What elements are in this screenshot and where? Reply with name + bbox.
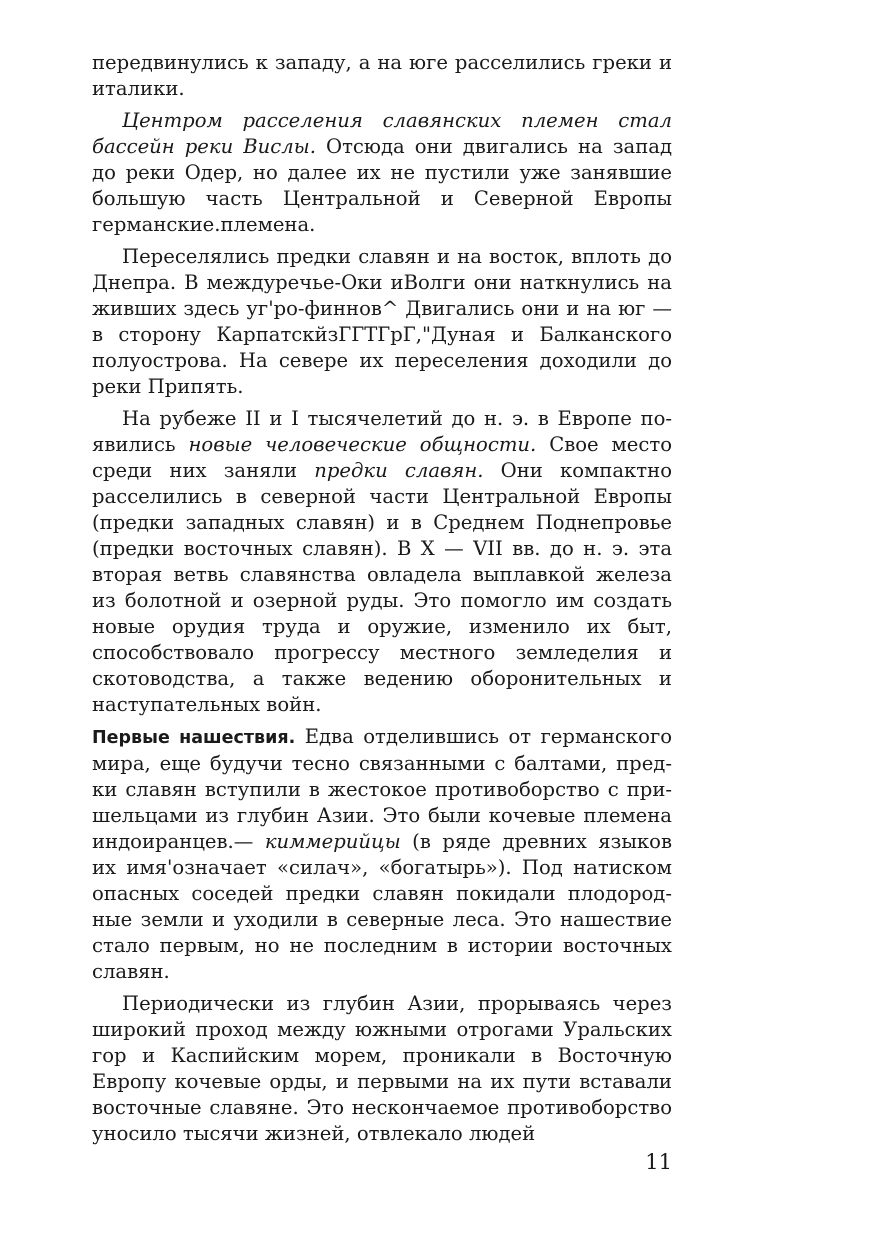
paragraph-2: [92, 108, 672, 238]
paragraph-4-text-c: Они компактно расселились в северной части Центральной Европы (предки западных славян) и в Среднем Поднепровье (предки восточных славян). В X — VII вв. до н. э. эта вторая ветвь славянства овладела выплавкой железа из болотной и озерной руды. Это помогло им создать новые орудия труда и оружие, изменило их быт, способствовало прогрессу местного земледелия и скотоводства, а также ведению оборонительных и наступательных войн.: [92, 459, 672, 716]
paragraph-5-text-b: (в ряде древних языков их имя'означает «силач», «богатырь»). Под натиском опасных соседей предки славян покидали плодородные земли и уходили в северные леса. Это нашествие стало первым, но не последним в истории восточных славян.: [92, 830, 672, 983]
paragraph-4-text-b: Свое место среди них заняли: [92, 433, 672, 482]
paragraph-2-text: Отсюда они двигались на запад до реки Одер, но далее их не пустили уже занявшие большую часть Центральной и Северной Европы германские.племена.: [92, 135, 673, 236]
paragraph-1-text: передвинулись к западу, а на юге расселились греки и италики.: [92, 51, 672, 100]
paragraph-6-text: Периодически из глубин Азии, прорываясь через широкий проход между южными отрогами Уральских гор и Каспийским морем, проникали в Восточную Европу кочевые орды, и первыми на их пути вставали восточные славяне. Это нескончаемое противоборство уносило тысячи жизней, отвлекало людей: [92, 992, 672, 1145]
section-heading: Первые нашествия.: [92, 728, 296, 748]
paragraph-4-italic-a: новые человеческие общности.: [188, 433, 537, 456]
paragraph-6: [92, 991, 672, 1147]
paragraph-4: [92, 406, 672, 718]
paragraph-4-text-a: На рубеже II и I тысячелетий до н. э. в Европе появились: [92, 407, 672, 456]
paragraph-5-italic: киммерийцы: [264, 830, 401, 853]
paragraph-4-italic-b: предки славян.: [314, 459, 484, 482]
page-number: 11: [645, 1150, 672, 1174]
paragraph-1: [92, 50, 672, 102]
paragraph-3: [92, 244, 672, 400]
paragraph-5: [92, 724, 672, 985]
paragraph-2-italic-lead: Центром расселения славянских племен стал бассейн реки Вислы.: [92, 109, 672, 158]
paragraph-3-text: Переселялись предки славян и на восток, вплоть до Днепра. В междуречье-Оки иВолги они наткнулись на живших здесь уг'ро-финнов^ Двигались они и на юг — в сторону КарпатскйзГГТГрГ,"Дуная и Балканского полуострова. На севере их переселения доходили до реки Припять.: [92, 245, 672, 398]
page-body: [92, 50, 672, 1147]
paragraph-5-text-a: Едва отделившись от германского мира, еще будучи тесно связанными с балтами, предки славян вступили в жестокое противоборство с пришельцами из глубин Азии. Это были кочевые племена индоиранцев.—: [92, 725, 673, 853]
